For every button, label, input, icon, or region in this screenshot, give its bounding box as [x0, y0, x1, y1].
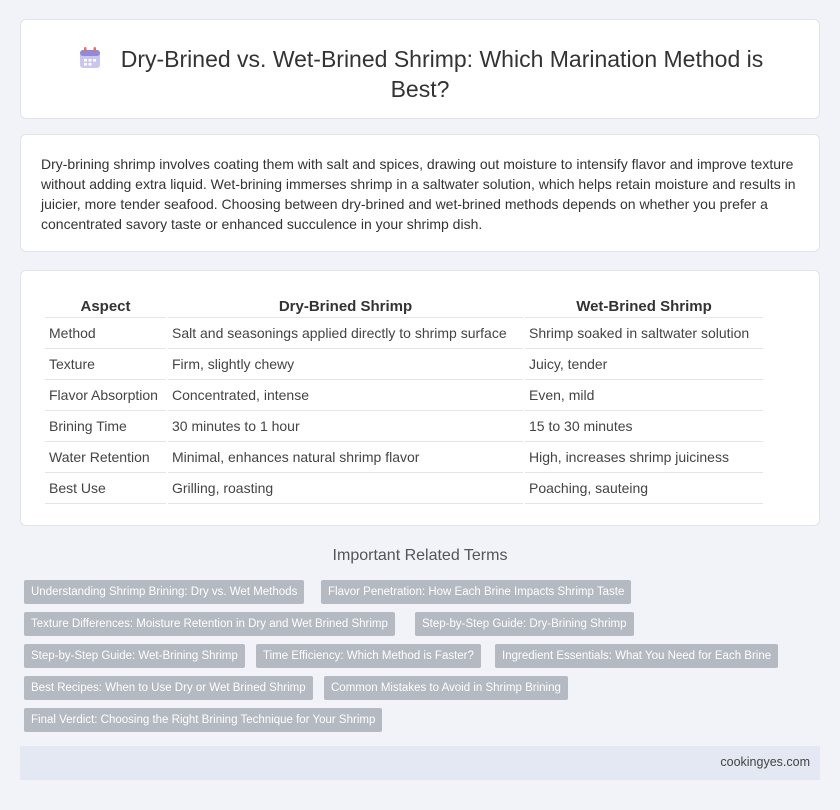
- related-tag[interactable]: Common Mistakes to Avoid in Shrimp Brining: [324, 676, 568, 700]
- row-wet: High, increases shrimp juiciness: [525, 442, 763, 473]
- related-tag[interactable]: Step-by-Step Guide: Wet-Brining Shrimp: [24, 644, 245, 668]
- related-tag[interactable]: Time Efficiency: Which Method is Faster?: [256, 644, 481, 668]
- row-aspect: Texture: [45, 349, 166, 380]
- row-dry: Salt and seasonings applied directly to shrimp surface: [168, 318, 523, 349]
- related-tag[interactable]: Flavor Penetration: How Each Brine Impacts Shrimp Taste: [321, 580, 631, 604]
- page-title: Dry-Brined vs. Wet-Brined Shrimp: Which Marination Method is Best?: [120, 46, 764, 102]
- related-tag[interactable]: Final Verdict: Choosing the Right Brining Technique for Your Shrimp: [24, 708, 382, 732]
- related-tag[interactable]: Ingredient Essentials: What You Need for Each Brine: [495, 644, 778, 668]
- table-row: [45, 473, 763, 504]
- footer-site-link[interactable]: cookingyes.com: [720, 755, 810, 769]
- related-tag[interactable]: Understanding Shrimp Brining: Dry vs. Wet Methods: [24, 580, 304, 604]
- row-dry: 30 minutes to 1 hour: [168, 411, 523, 442]
- row-aspect: Best Use: [45, 473, 166, 504]
- row-aspect: Brining Time: [45, 411, 166, 442]
- comparison-table: [43, 296, 765, 504]
- row-aspect: Water Retention: [45, 442, 166, 473]
- related-tag[interactable]: Best Recipes: When to Use Dry or Wet Brined Shrimp: [24, 676, 313, 700]
- page-title-wrap: [61, 44, 779, 104]
- header-aspect: Aspect: [45, 296, 166, 318]
- related-tag[interactable]: Texture Differences: Moisture Retention in Dry and Wet Brined Shrimp: [24, 612, 395, 636]
- intro-card: [20, 134, 820, 252]
- row-aspect: Flavor Absorption: [45, 380, 166, 411]
- row-wet: Shrimp soaked in saltwater solution: [525, 318, 763, 349]
- calendar-icon: [77, 45, 103, 71]
- table-header-row: [45, 296, 763, 318]
- table-row: [45, 349, 763, 380]
- row-dry: Grilling, roasting: [168, 473, 523, 504]
- row-dry: Concentrated, intense: [168, 380, 523, 411]
- related-terms-heading: Important Related Terms: [332, 547, 508, 564]
- title-card: [20, 19, 820, 119]
- row-dry: Minimal, enhances natural shrimp flavor: [168, 442, 523, 473]
- table-row: [45, 380, 763, 411]
- related-tag[interactable]: Step-by-Step Guide: Dry-Brining Shrimp: [415, 612, 634, 636]
- row-dry: Firm, slightly chewy: [168, 349, 523, 380]
- row-wet: Poaching, sauteing: [525, 473, 763, 504]
- footer-bar: [20, 746, 820, 780]
- row-wet: Juicy, tender: [525, 349, 763, 380]
- comparison-card: [20, 270, 820, 526]
- row-wet: Even, mild: [525, 380, 763, 411]
- row-wet: 15 to 30 minutes: [525, 411, 763, 442]
- header-wet-brined: Wet-Brined Shrimp: [525, 296, 763, 318]
- intro-paragraph: Dry-brining shrimp involves coating them with salt and spices, drawing out moisture to intensify flavor and improve texture without adding extra liquid. Wet-brining immerses shrimp in a saltwater solution, which helps retain moisture and results in juicier, more tender seafood. Choosing between dry-brined and wet-brined methods depends on whether you prefer a concentrated savory taste or enhanced succulence in your shrimp dish.: [41, 156, 796, 232]
- row-aspect: Method: [45, 318, 166, 349]
- table-row: [45, 411, 763, 442]
- header-dry-brined: Dry-Brined Shrimp: [168, 296, 523, 318]
- table-row: [45, 318, 763, 349]
- table-row: [45, 442, 763, 473]
